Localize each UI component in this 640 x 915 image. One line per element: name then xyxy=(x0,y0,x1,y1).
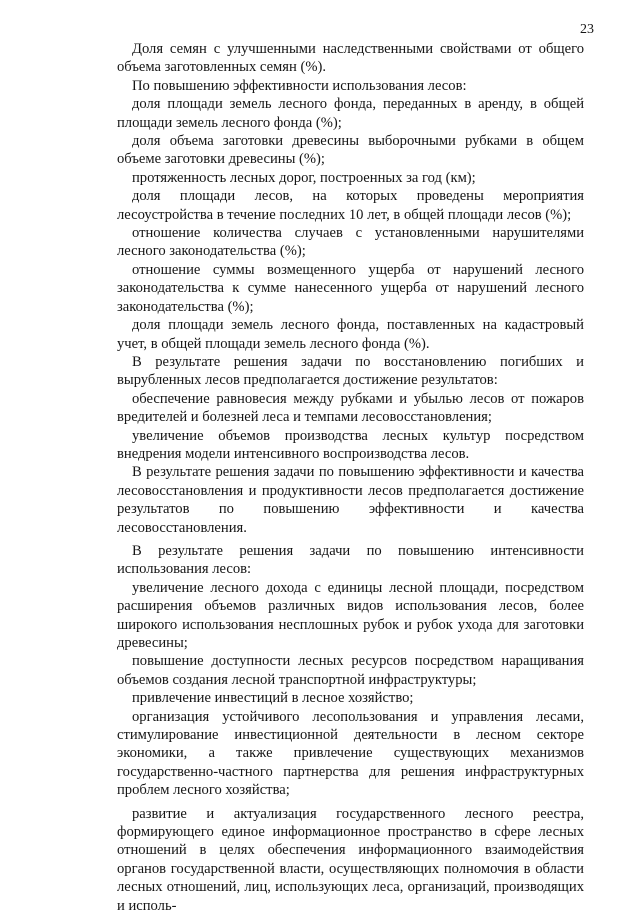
paragraph: увеличение лесного дохода с единицы лесной площади, посредством расширения объемов различных видов использования лесов, более широкого использования несплошных рубок и рубок ухода для заготовки древесины; xyxy=(117,579,584,651)
paragraph: доля площади лесов, на которых проведены мероприятия лесоустройства в течение последних 10 лет, в общей площади лесов (%); xyxy=(117,188,584,223)
paragraph: Доля семян с улучшенными наследственными свойствами от общего объема заготовленных семян (%). xyxy=(117,41,584,76)
paragraph: доля площади земель лесного фонда, поставленных на кадастровый учет, в общей площади земель лесного фонда (%). xyxy=(117,317,584,352)
paragraph: доля площади земель лесного фонда, переданных в аренду, в общей площади земель лесного фонда (%); xyxy=(117,96,584,131)
paragraph: протяженность лесных дорог, построенных за год (км); xyxy=(132,169,476,186)
paragraph: развитие и актуализация государственного лесного реестра, формирующего единое информационное пространство в сфере лесных отношений в целях обеспечения информационного взаимодействия органов государственной власти, осуществляющих полномочия в области лесных отношений, лиц, использующих леса, организаций, производящих и исполь- xyxy=(117,805,584,914)
paragraph: отношение суммы возмещенного ущерба от нарушений лесного законодательства к сумме нанесенного ущерба от нарушений лесного законодательства (%); xyxy=(117,261,584,315)
paragraph: привлечение инвестиций в лесное хозяйство; xyxy=(132,690,414,707)
paragraph: повышение доступности лесных ресурсов посредством наращивания объемов создания лесной транспортной инфраструктуры; xyxy=(117,653,584,688)
document-body xyxy=(117,40,584,915)
paragraph: По повышению эффективности использования лесов: xyxy=(132,77,467,94)
paragraph: обеспечение равновесия между рубками и убылью лесов от пожаров вредителей и болезней леса и темпами лесовосстановления; xyxy=(117,390,584,426)
paragraph: В результате решения задачи по повышению интенсивности использования лесов: xyxy=(117,542,584,578)
paragraph: организация устойчивого лесопользования и управления лесами, стимулирование инвестиционной деятельности в лесном секторе экономики, а также привлечение существующих механизмов государственно-частного партнерства для решения инфраструктурных проблем лесного хозяйства; xyxy=(117,708,584,799)
page-number: 23 xyxy=(580,22,594,37)
paragraph: увеличение объемов производства лесных культур посредством внедрения модели интенсивного воспроизводства лесов. xyxy=(117,427,584,462)
paragraph: отношение количества случаев с установленными нарушителями лесного законодательства (%); xyxy=(117,225,584,260)
paragraph: В результате решения задачи по восстановлению погибших и вырубленных лесов предполагается достижение результатов: xyxy=(117,353,584,389)
paragraph: В результате решения задачи по повышению эффективности и качества лесовосстановления и продуктивности лесов предполагается достижение результатов по повышению эффективности и качества лесовосстановления. xyxy=(117,464,584,536)
paragraph: доля объема заготовки древесины выборочными рубками в общем объеме заготовки древесины (%); xyxy=(117,133,584,168)
